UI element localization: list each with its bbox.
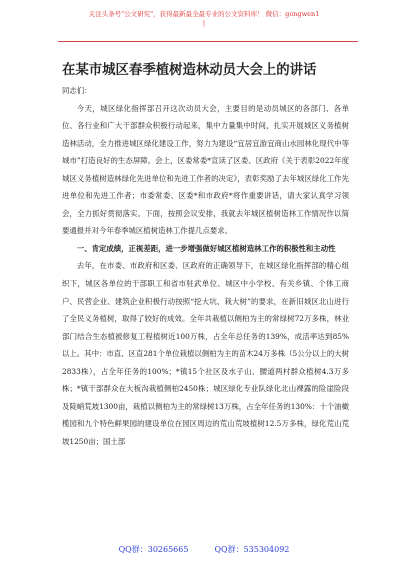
document-title: 在某市城区春季植树造林动员大会上的讲话 bbox=[62, 62, 317, 78]
qq-group-1: QQ群：30265665 bbox=[118, 545, 189, 554]
body-paragraph: 去年，在市委、市政府和区委、区政府的正确领导下，在城区绿化指挥部的精心组织下，城区各单位的干部职工和省市驻武单位、城区中小学校、有关乡镇、个体工商户、民营企业、建筑企业积极行动按照“挖大坑、栽大树”的要求，在新旧城区北山进行了全民义务植树，取得了较好的成效。全年共栽植以侧柏为主的常绿树72万多株，林业部门结合生态植被修复工程植树近100万株，占全年总任务的139%，成活率达到85%以上。其中：市直、区直281个单位栽植以侧柏为主的苗木24万多株（5公分以上的大树2833株），占全年任务的100%；*镇15个社区及水子山、腰道两村群众植树4.3万多株；*镇干部群众在大板沟栽植侧柏2450株；城区绿化专业队绿化北山裸露的险崖险段及陡峭荒坡1300亩，栽植以侧柏为主的常绿树13万株，占全年任务的130%：十个油橄榄园和九个特色鲜果园的建设单位在园区周边的荒山荒坡植树12.5万多株，绿化荒山荒坡1250亩；国土部 bbox=[62, 261, 349, 446]
contact-footer bbox=[0, 545, 408, 555]
document-body bbox=[62, 82, 349, 450]
header-divider bbox=[58, 41, 358, 42]
body-paragraph: 今天，城区绿化指挥部召开这次动员大会，主要目的是动员城区的各部门、各单位、各行业和广大干部群众积极行动起来，集中力量集中时间，扎实开展城区义务植树造林活动，全力推进城区绿化建设工作，努力为建设“宜居宜游宜商山水园林化现代中等城市”打造良好的生态屏障。会上，区委常委*宣读了区委、区政府《关于表彰2022年度城区义务植树造林绿化先进单位和先进工作者的决定》，表彰奖励了去年城区绿化工作先进单位和先进工作者；市委常委、区委*和市政府*将作重要讲话，请大家认真学习领会，全力抓好贯彻落实。下面，按照会议安排，我就去年城区植树造林工作情况作以简要通报并对今年春季城区植树造林工作提几点要求。 bbox=[62, 103, 349, 236]
promo-header-mark: | bbox=[202, 19, 206, 27]
promo-header-text: 关注头条号"公文研究"，获得最新最全最专业的公文资料库！ 微信：gongwen1 bbox=[88, 10, 320, 18]
promo-header bbox=[0, 10, 408, 28]
qq-group-2: QQ群：535304092 bbox=[214, 545, 290, 554]
section-heading: 一、肯定成绩，正视差距，进一步增强做好城区植树造林工作的积极性和主动性 bbox=[76, 243, 336, 253]
salutation: 同志们： bbox=[62, 86, 92, 95]
